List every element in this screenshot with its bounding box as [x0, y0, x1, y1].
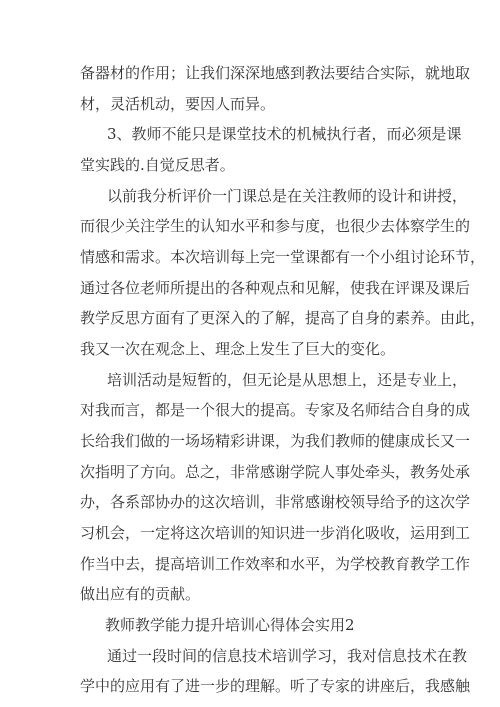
paragraph-line: 次指明了方向。总之，非常感谢学院人事处牵头，教务处承	[80, 463, 471, 481]
paragraph-line: 学中的应用有了进一步的理解。听了专家的讲座后，我感触	[80, 677, 471, 695]
paragraph-line: 教学反思方面有了更深入的了解，提高了自身的素养。由此，	[80, 309, 486, 327]
paragraph-line: 长给我们做的一场场精彩讲课，为我们教师的健康成长又一	[80, 432, 471, 450]
paragraph-line: 对我而言，都是一个很大的提高。专家及名师结合自身的成	[80, 401, 471, 419]
paragraph-line: 通过各位老师所提出的各种观点和见解，使我在评课及课后	[80, 279, 471, 297]
paragraph-line: 作当中去，提高培训工作效率和水平，为学校教育教学工作	[80, 555, 471, 573]
paragraph-line: 而很少关注学生的认知水平和参与度，也很少去体察学生的	[80, 217, 471, 235]
paragraph-line: 做出应有的贡献。	[80, 585, 201, 603]
paragraph-line: 以前我分析评价一门课总是在关注教师的设计和讲授，	[107, 187, 468, 205]
paragraph-line: 通过一段时间的信息技术培训学习，我对信息技术在教	[107, 647, 468, 665]
paragraph-line: 习机会，一定将这次培训的知识进一步消化吸收，运用到工	[80, 524, 471, 542]
paragraph-line: 情感和需求。本次培训每上完一堂课都有一个小组讨论环节，	[80, 248, 486, 266]
paragraph-line: 3、教师不能只是课堂技术的机械执行者，而必须是课	[107, 125, 462, 143]
paragraph-line: 培训活动是短暂的，但无论是从思想上，还是专业上，	[107, 371, 468, 389]
paragraph-line: 堂实践的.自觉反思者。	[80, 156, 235, 174]
paragraph-line: 备器材的作用；让我们深深地感到教法要结合实际，就地取	[80, 64, 471, 82]
paragraph-line: 材，灵活机动，要因人而异。	[80, 95, 276, 113]
section-title: 教师教学能力提升培训心得体会实用2	[105, 616, 355, 634]
paragraph-line: 办，各系部协办的这次培训，非常感谢校领导给予的这次学	[80, 493, 471, 511]
paragraph-line: 我又一次在观念上、理念上发生了巨大的变化。	[80, 340, 396, 358]
